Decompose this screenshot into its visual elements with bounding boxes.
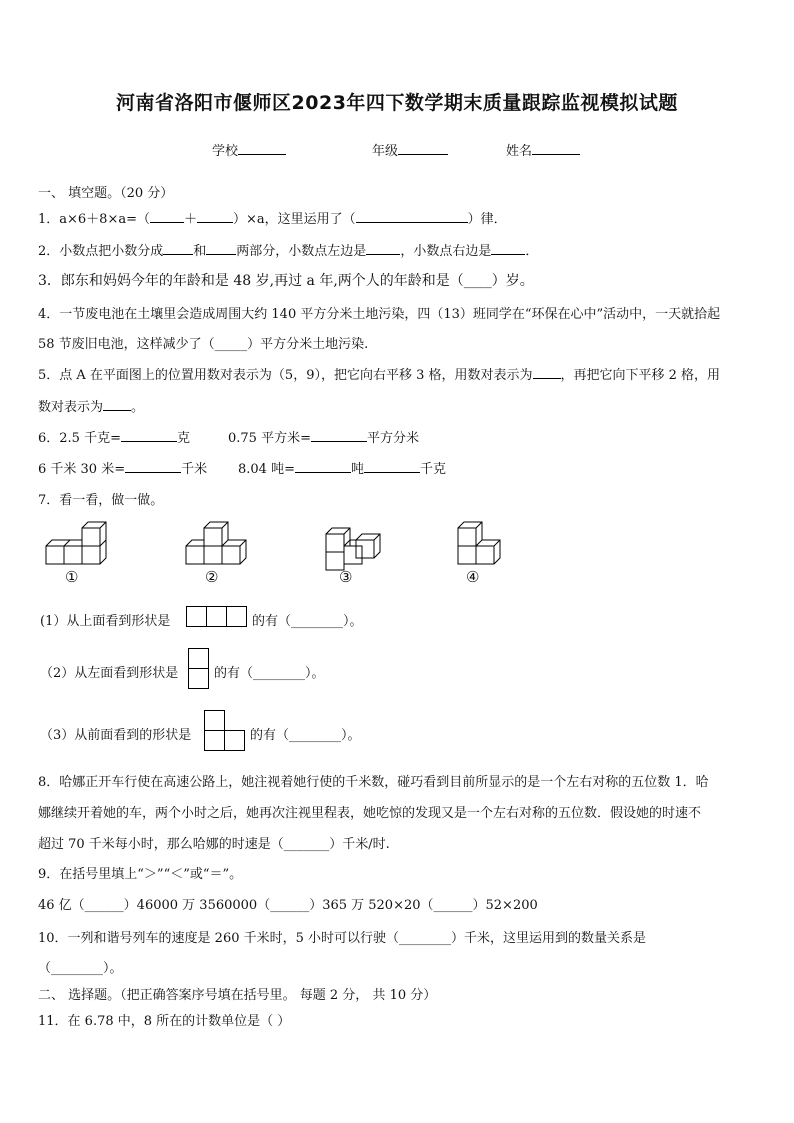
question-10-line-1: 10．一列和谐号列车的速度是 260 千米时，5 小时可以行驶（________）千米，这里运用到的数量关系是: [38, 931, 647, 946]
question-6-item-d: 8.04 吨= 吨 千克: [238, 462, 447, 477]
question-7-sub-3-suffix: 的有（________）。: [250, 728, 361, 743]
left-view-shape: [188, 648, 210, 690]
cube-figure-3: [326, 528, 380, 570]
question-5-line-1: 5．点 A 在平面图上的位置用数对表示为（5，9），把它向右平移 3 格，用数对表示为 ，再把它向下平移 2 格，用: [38, 368, 721, 383]
page-title: 河南省洛阳市偃师区2023年四下数学期末质量跟踪监视模拟试题: [116, 92, 678, 114]
cube-figure-1: [46, 522, 106, 564]
section-1-heading: 一、 填空题。（20 分）: [38, 186, 174, 201]
figure-1-label: ①: [65, 568, 79, 586]
question-9-items: 46 亿（______）46000 万 3560000（______）365 万 520×20（______）52×200: [38, 898, 538, 913]
cube-figure-2: [186, 522, 246, 564]
figure-4-label: ④: [466, 568, 480, 586]
question-3: 3．郎东和妈妈今年的年龄和是 48 岁,再过 a 年,两个人的年龄和是（____）岁。: [38, 273, 534, 289]
question-7-sub-1-prefix: (1）从上面看到形状是: [40, 614, 171, 629]
question-6-item-c: 6 千米 30 米= 千米: [38, 462, 208, 477]
question-1: 1．a×6＋8×a=（ ＋ ）×a，这里运用了（ ）律．: [38, 212, 507, 227]
grade-label: 年级: [372, 144, 399, 159]
figure-3-label: ③: [339, 568, 353, 586]
front-view-shape: [204, 710, 246, 752]
question-8-line-2: 娜继续开着她的车，两个小时之后，她再次注视里程表，她吃惊的发现又是一个左右对称的五位数．假设她的时速不: [38, 806, 702, 821]
question-7-sub-2-suffix: 的有（________）。: [214, 666, 325, 681]
question-10-line-2: （________）。: [38, 961, 123, 976]
question-7: 7．看一看，做一做。: [38, 493, 164, 508]
question-9: 9．在括号里填上“＞”“＜”或“＝”。: [38, 867, 243, 882]
top-view-shape: [186, 606, 248, 628]
question-7-sub-3-prefix: （3）从前面看到的形状是: [40, 728, 192, 743]
school-label: 学校: [212, 144, 239, 159]
question-4-line-2: 58 节废旧电池，这样减少了（_____）平方分米土地污染.: [38, 337, 369, 352]
question-5-line-2: 数对表示为 。: [38, 400, 145, 415]
question-8-line-1: 8．哈娜正开车行使在高速公路上，她注视着她行使的千米数，碰巧看到目前所显示的是一个左右对称的五位数 1．哈: [38, 775, 709, 790]
name-label: 姓名: [506, 144, 533, 159]
question-6-item-b: 0.75 平方米= 平方分米: [228, 431, 419, 446]
question-8-line-3: 超过 70 千米每小时，那么哈娜的时速是（_______）千米/时.: [38, 837, 390, 852]
cube-figure-4: [458, 522, 500, 564]
question-7-sub-1-suffix: 的有（________）。: [252, 614, 363, 629]
question-11: 11．在 6.78 中，8 所在的计数单位是（ ）: [38, 1014, 291, 1029]
section-2-heading: 二、 选择题。（把正确答案序号填在括号里。 每题 2 分， 共 10 分）: [38, 988, 437, 1003]
question-2: 2．小数点把小数分成 和 两部分，小数点左边是 ，小数点右边是 ．: [38, 244, 539, 259]
question-6-item-a: 6．2.5 千克= 克: [38, 431, 190, 446]
figure-2-label: ②: [205, 568, 219, 586]
question-4-line-1: 4．一节废电池在土壤里会造成周围大约 140 平方分米土地污染，四（13）班同学在“环保在心中”活动中，一天就拾起: [38, 307, 721, 322]
question-7-sub-2-prefix: （2）从左面看到形状是: [40, 666, 179, 681]
